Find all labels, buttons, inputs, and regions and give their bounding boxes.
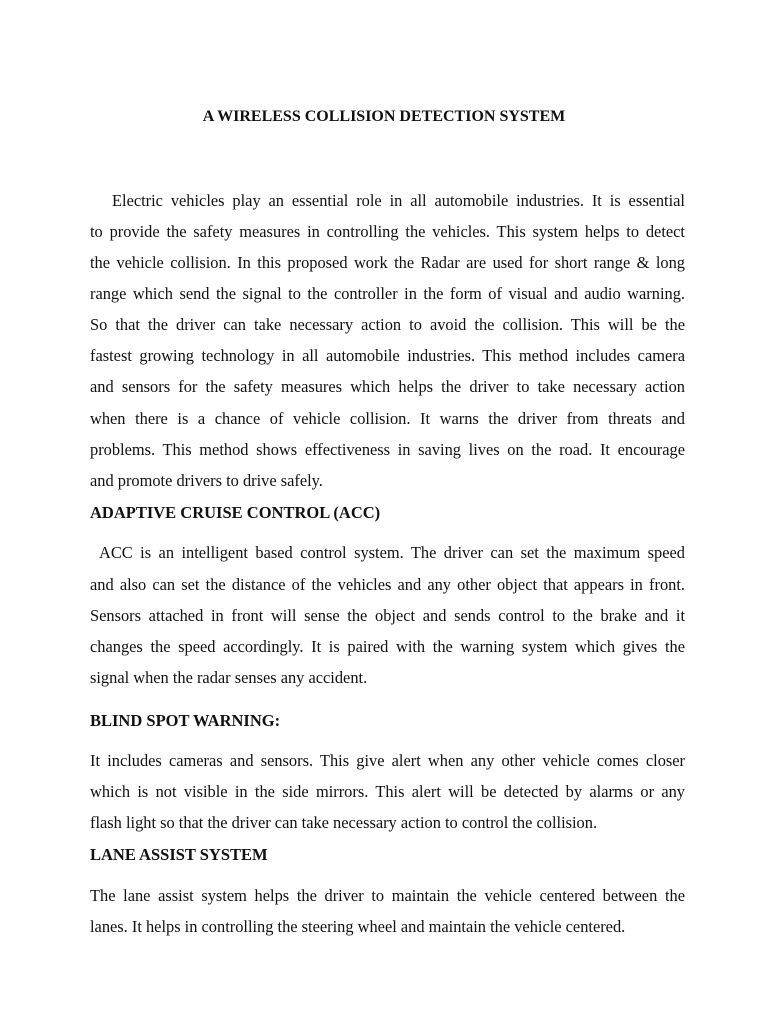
- acc-line-3: Sensors attached in front will sense the object and sends control to the brake and it: [90, 606, 685, 625]
- acc-line-5: signal when the radar senses any accident.: [90, 668, 368, 687]
- blind-spot-line-2: which is not visible in the side mirrors. This alert will be detected by alarms or any: [90, 782, 685, 801]
- intro-line-1: Electric vehicles play an essential role in all automobile industries. It is essential: [112, 191, 685, 210]
- intro-line-7: and sensors for the safety measures which helps the driver to take necessary action: [90, 377, 685, 396]
- section-heading-lane-assist: LANE ASSIST SYSTEM: [90, 845, 268, 864]
- intro-line-10: and promote drivers to drive safely.: [90, 471, 323, 490]
- section-heading-acc: ADAPTIVE CRUISE CONTROL (ACC): [90, 503, 381, 522]
- document-title: A WIRELESS COLLISION DETECTION SYSTEM: [202, 108, 566, 125]
- acc-line-2: and also can set the distance of the vehicles and any other object that appears in front.: [90, 575, 685, 594]
- intro-line-2: to provide the safety measures in controlling the vehicles. This system helps to detect: [90, 222, 685, 241]
- intro-line-4: range which send the signal to the controller in the form of visual and audio warning.: [90, 284, 685, 303]
- intro-line-5: So that the driver can take necessary action to avoid the collision. This will be the: [90, 315, 685, 334]
- acc-line-4: changes the speed accordingly. It is paired with the warning system which gives the: [90, 637, 685, 656]
- intro-line-9: problems. This method shows effectiveness in saving lives on the road. It encourage: [90, 440, 685, 459]
- intro-line-3: the vehicle collision. In this proposed work the Radar are used for short range & long: [90, 253, 685, 272]
- acc-line-1: ACC is an intelligent based control system. The driver can set the maximum speed: [99, 543, 685, 562]
- blind-spot-line-3: flash light so that the driver can take necessary action to control the collision.: [90, 813, 598, 832]
- lane-assist-line-2: lanes. It helps in controlling the steering wheel and maintain the vehicle centered.: [90, 917, 626, 936]
- intro-line-6: fastest growing technology in all automobile industries. This method includes camera: [90, 346, 685, 365]
- intro-line-8: when there is a chance of vehicle collision. It warns the driver from threats and: [90, 409, 685, 428]
- section-heading-blind-spot: BLIND SPOT WARNING:: [90, 711, 281, 730]
- lane-assist-line-1: The lane assist system helps the driver to maintain the vehicle centered between the: [90, 886, 685, 905]
- blind-spot-line-1: It includes cameras and sensors. This give alert when any other vehicle comes closer: [90, 751, 685, 770]
